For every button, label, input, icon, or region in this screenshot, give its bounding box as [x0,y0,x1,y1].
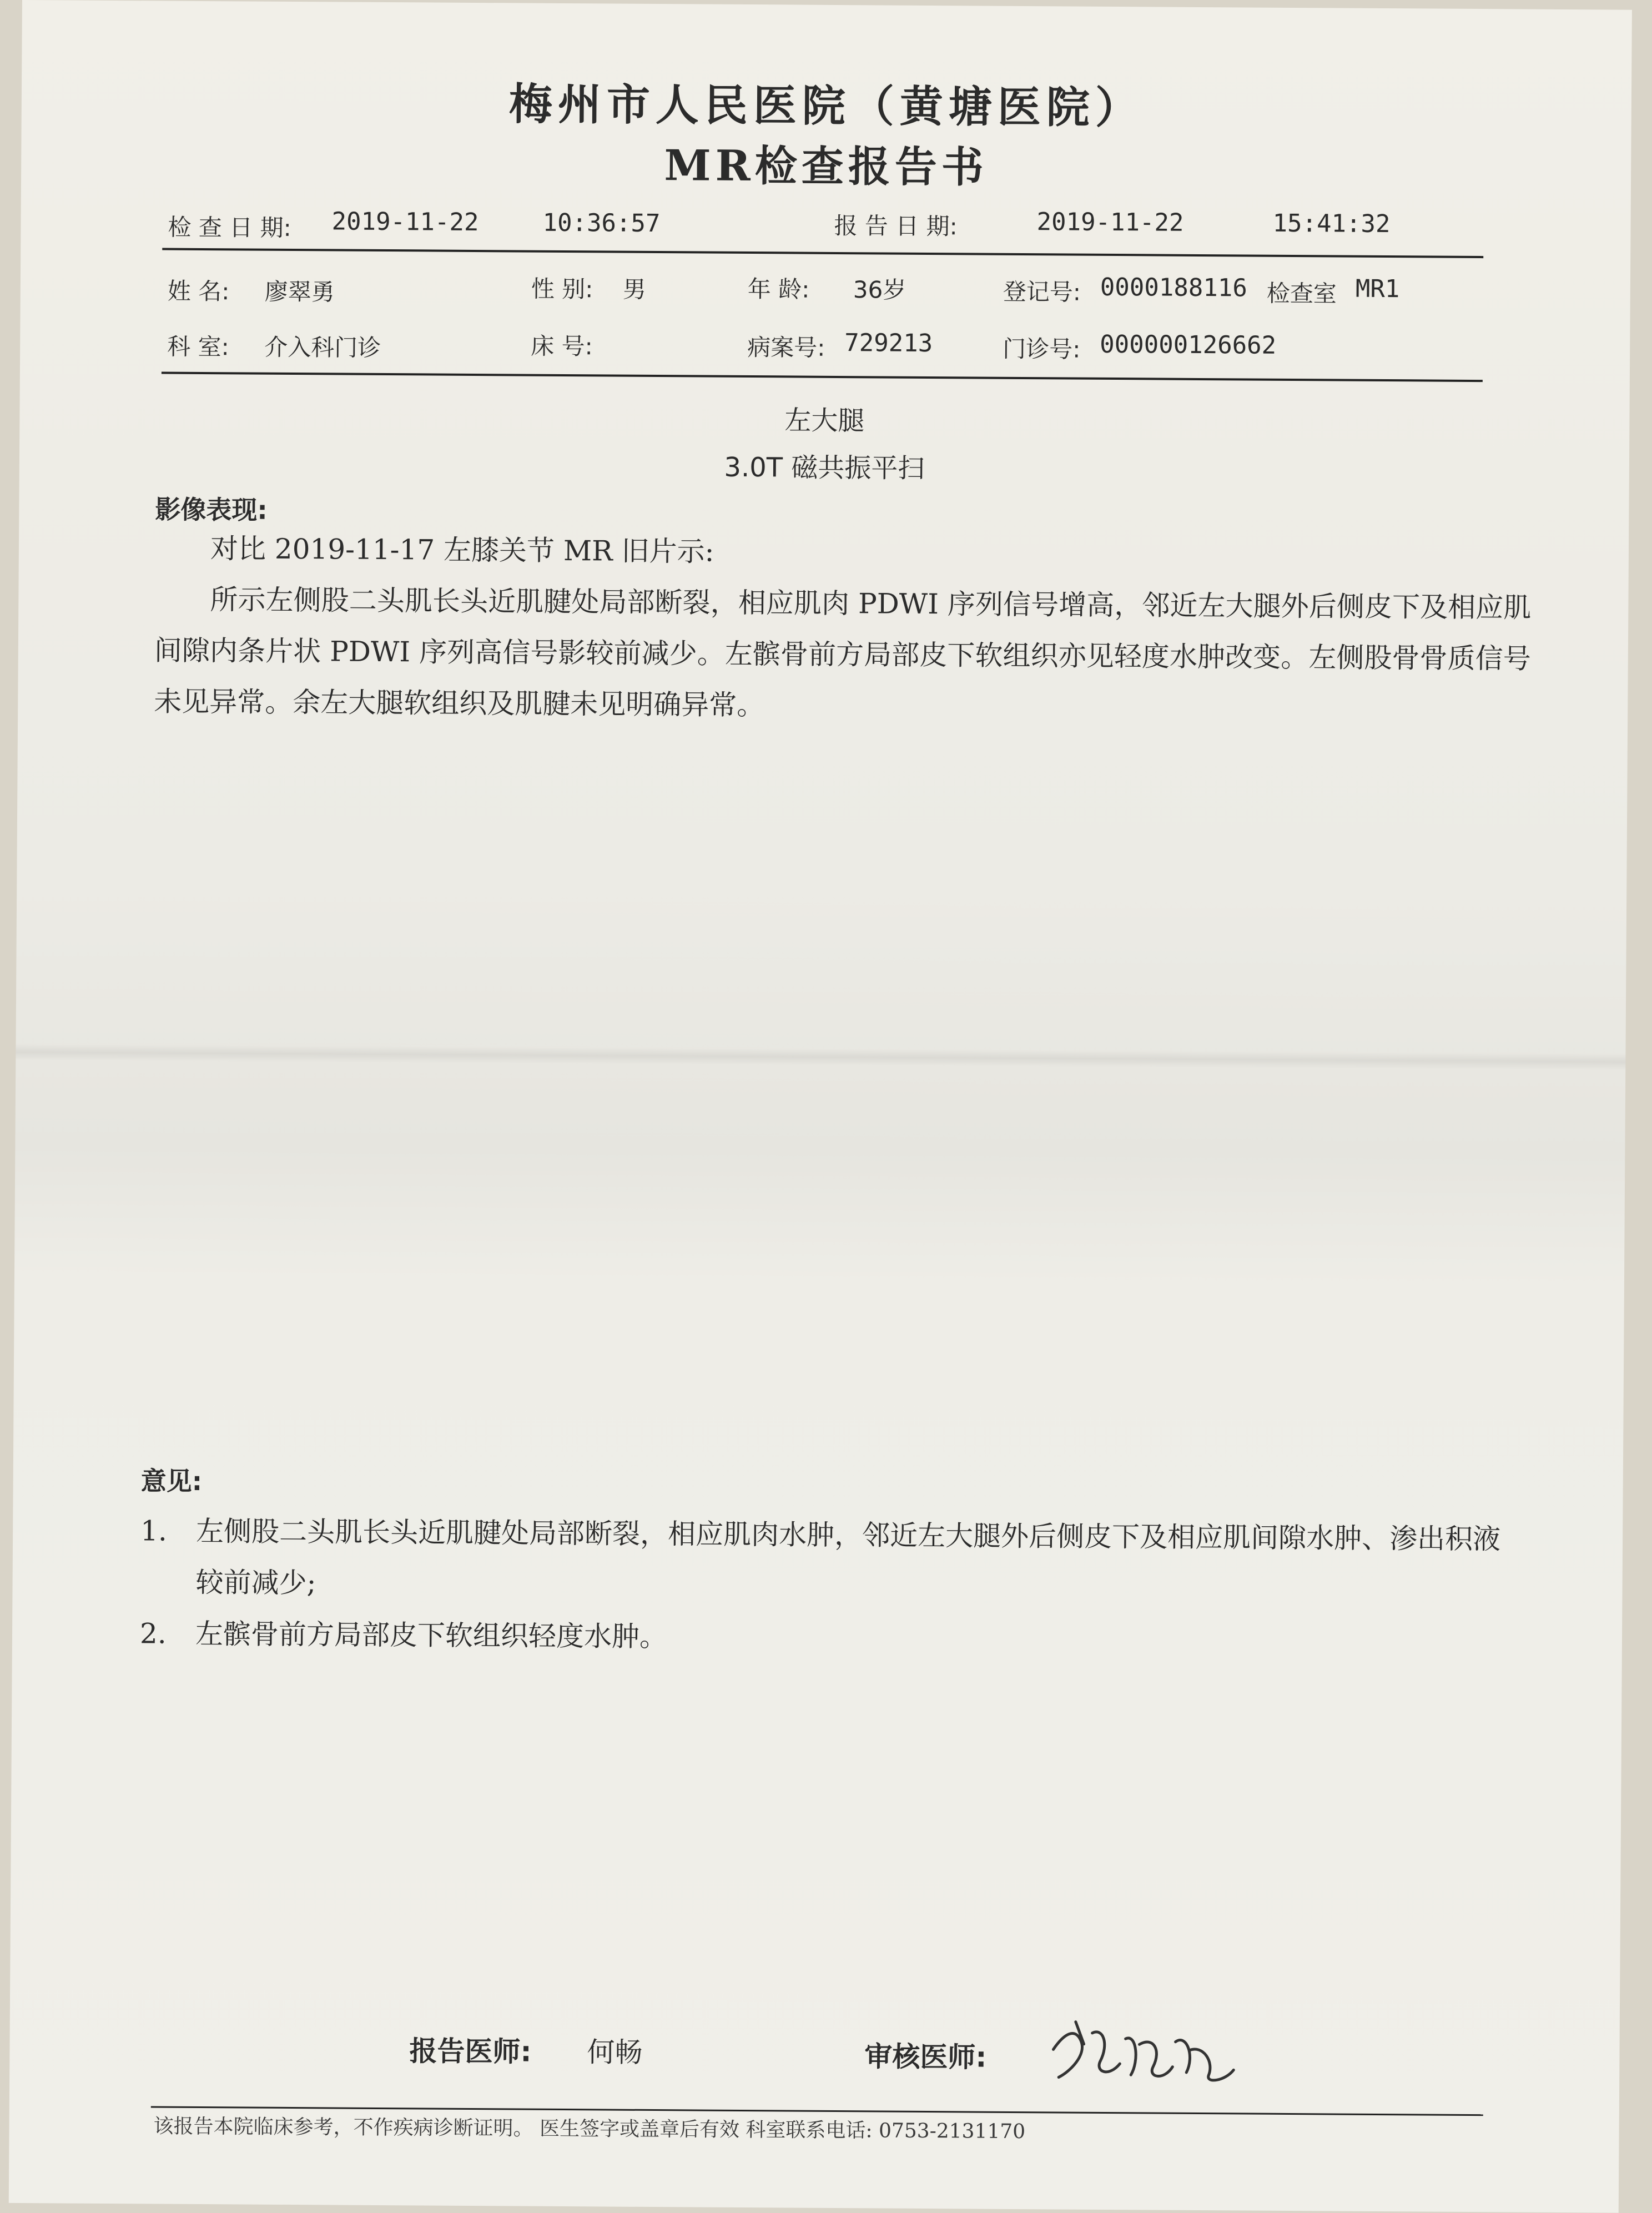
name-label: 姓 名: [167,277,230,305]
age-label: 年 龄: [747,275,810,303]
exam-date: 2019-11-22 [331,207,479,237]
report-title: MR检查报告书 [664,140,989,192]
case-label: 病案号: [747,333,825,361]
reporter-label: 报告医师: [409,2035,532,2068]
report-date-label: 报 告 日 期: [834,212,958,240]
report-date: 2019-11-22 [1036,208,1184,237]
bed-label: 床 号: [531,332,593,360]
exam-date-label: 检 查 日 期: [168,213,291,242]
patient-sex: 男 [622,275,647,303]
footer-note: 该报告本院临床参考，不作疾病诊断证明。 医生签字或盖章后有效 科室联系电话: 0753-2131170 [153,2115,1026,2144]
impression-item [140,1505,1506,1600]
reporter-name: 何畅 [587,2036,643,2069]
report-time: 15:41:32 [1272,209,1391,239]
room-label: 检查室 [1266,279,1337,308]
sex-label: 性 别: [531,275,593,303]
hospital-name: 梅州市人民医院（黄塘医院） [508,79,1145,134]
header-rule [162,248,1483,259]
impression-number: 2. [139,1617,167,1650]
findings-label: 影像表现: [155,494,268,525]
exam-part: 左大腿 [784,405,865,437]
impression-label: 意见: [140,1466,203,1497]
exam-time: 10:36:57 [542,208,661,238]
impression-number: 1. [140,1515,168,1547]
reg-label: 登记号: [1003,278,1081,306]
exam-method: 3.0T 磁共振平扫 [724,451,925,484]
findings-intro: 对比 2019-11-17 左膝关节 MR 旧片示: [210,532,714,568]
dept: 介入科门诊 [264,333,381,361]
room: MR1 [1355,274,1400,304]
reviewer-signature [1042,2010,1242,2095]
patient-rule [162,372,1483,383]
findings-body [154,522,1532,735]
dept-label: 科 室: [167,333,229,361]
patient-age: 36岁 [853,276,906,304]
reg-no: 0000188116 [1100,273,1247,303]
impression-text: 左髌骨前方局部皮下软组织轻度水肿。 [195,1617,668,1653]
paper-fold [16,1044,1625,1070]
impression-text: 左侧股二头肌长头近肌腱处局部断裂，相应肌肉水肿，邻近左大腿外后侧皮下及相应肌间隙水肿、渗出积液较前减少; [195,1515,1501,1600]
clinic-no: 000000126662 [1100,330,1277,360]
clinic-label: 门诊号: [1003,335,1081,363]
findings-detail: 所示左侧股二头肌长头近肌腱处局部断裂，相应肌肉 PDWI 序列信号增高，邻近左大腿外后侧皮下及相应肌间隙内条片状 PDWI 序列高信号影较前减少。左髌骨前方局部皮下软组织亦见轻度水肿改变。左侧股骨骨质信号未见异常。余左大腿软组织及肌腱未见明确异常。 [154,584,1532,722]
report-paper [9,0,1632,2213]
reviewer-label: 审核医师: [864,2040,987,2074]
patient-name: 廖翠勇 [264,278,335,306]
case-no: 729213 [844,329,933,358]
